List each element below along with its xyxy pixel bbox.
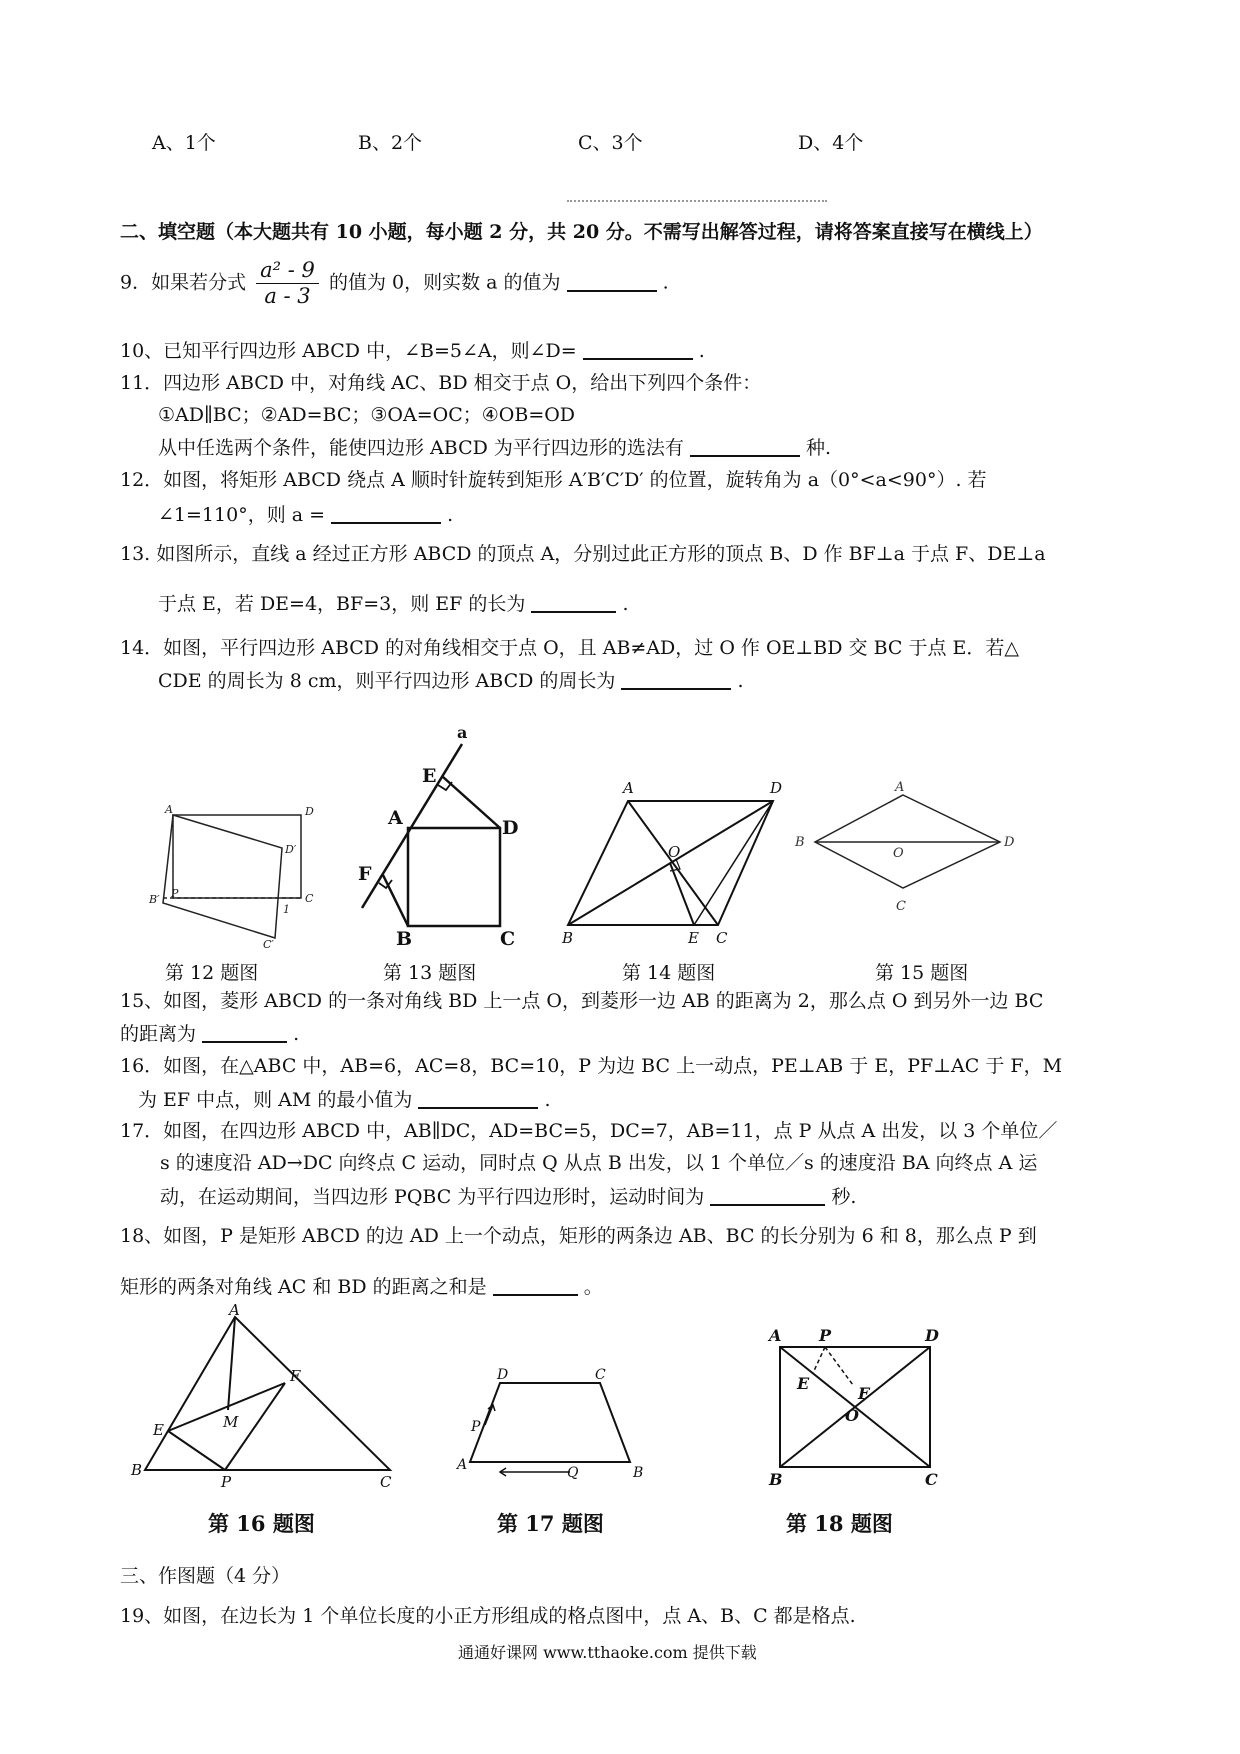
- fig15-label-a: A: [895, 780, 905, 795]
- q12-line2: [158, 503, 453, 527]
- fig16-label-m: M: [223, 1413, 239, 1431]
- fig12-label-1: 1: [283, 903, 290, 916]
- fig18-label-f: F: [858, 1384, 870, 1403]
- fig16-label-a: A: [229, 1301, 240, 1319]
- caption-fig13: 第 13 题图: [383, 962, 477, 984]
- fig13-label-f: F: [358, 863, 372, 885]
- fig13-segment-de: [443, 777, 500, 828]
- question-9: [120, 258, 669, 309]
- fig15-label-d: D: [1004, 835, 1015, 850]
- q14-answer-blank[interactable]: [621, 669, 731, 690]
- fig15-label-b: B: [795, 835, 805, 850]
- fig14-label-a: A: [623, 779, 634, 797]
- figure-18: [765, 1325, 955, 1490]
- q11-answer-blank[interactable]: [690, 436, 800, 457]
- q16-line2: [138, 1088, 551, 1112]
- fig16-segment-pe: [168, 1431, 225, 1470]
- fig13-line-a: [362, 744, 462, 908]
- q10-answer-blank[interactable]: [583, 339, 693, 360]
- fig12-label-d: D: [305, 805, 314, 818]
- q17-end: 秒.: [831, 1186, 857, 1208]
- question-19: 19、如图，在边长为 1 个单位长度的小正方形组成的格点图中，点 A、B、C 都是格点.: [120, 1605, 856, 1627]
- fig17-label-q: Q: [567, 1465, 579, 1481]
- fig18-segment-pf: [825, 1347, 853, 1385]
- q17-answer-blank[interactable]: [710, 1185, 825, 1206]
- figure-17: [455, 1365, 655, 1480]
- q12-answer-blank[interactable]: [331, 503, 441, 524]
- q18-answer-blank[interactable]: [493, 1275, 578, 1296]
- figure-12: [125, 785, 325, 951]
- fig13-label-a: A: [388, 807, 403, 829]
- fig12-label-p: P: [171, 887, 179, 900]
- fig18-label-p: P: [819, 1326, 832, 1345]
- q11-line1: 11．四边形 ABCD 中，对角线 AC、BD 相交于点 O，给出下列四个条件：: [120, 372, 762, 394]
- q14-line2: [158, 669, 744, 693]
- figure-16: [125, 1301, 415, 1491]
- fig14-segment-oe: [670, 863, 694, 925]
- q15-line1: 15、如图，菱形 ABCD 的一条对角线 BD 上一点 O，到菱形一边 AB 的距离为 2，那么点 O 到另外一边 BC: [120, 990, 1044, 1012]
- q14-end: .: [737, 670, 744, 692]
- q18-end: 。: [583, 1276, 603, 1298]
- caption-fig15: 第 15 题图: [875, 962, 969, 984]
- figure-13: [340, 720, 540, 950]
- fig17-label-a: A: [457, 1457, 468, 1473]
- fig15-label-o: O: [893, 846, 904, 861]
- fig13-label-e: E: [422, 765, 437, 787]
- fig13-label-d: D: [502, 817, 519, 839]
- option-c: C、3个: [578, 132, 643, 154]
- fig18-label-c: C: [925, 1470, 938, 1489]
- fig13-label-b: B: [396, 928, 413, 950]
- q16-end: .: [544, 1089, 551, 1111]
- fig16-label-e: E: [153, 1421, 164, 1439]
- caption-fig18: 第 18 题图: [786, 1511, 893, 1536]
- fig17-label-p: P: [471, 1419, 481, 1435]
- fig12-rect-rotated: [163, 815, 282, 938]
- q18-line1: 18、如图，P 是矩形 ABCD 的边 AD 上一个动点，矩形的两条边 AB、BC 的长分别为 6 和 8，那么点 P 到: [120, 1225, 1037, 1247]
- fig13-square: [408, 828, 500, 926]
- q15-answer-blank[interactable]: [202, 1022, 287, 1043]
- fig18-label-e: E: [797, 1374, 810, 1393]
- q13-line2-text: 于点 E，若 DE=4，BF=3，则 EF 的长为: [158, 593, 526, 615]
- q16-line2-text: 为 EF 中点，则 AM 的最小值为: [138, 1089, 413, 1111]
- q11-end: 种.: [805, 437, 832, 459]
- q13-answer-blank[interactable]: [531, 592, 616, 613]
- q10-text: 10、已知平行四边形 ABCD 中，∠B=5∠A，则∠D=: [120, 340, 577, 362]
- fig12-label-c: C: [305, 892, 314, 905]
- q16-line1: 16．如图，在△ABC 中，AB=6，AC=8，BC=10，P 为边 BC 上一动点，PE⊥AB 于 E，PF⊥AC 于 F，M: [120, 1055, 1063, 1077]
- fig15-label-c: C: [896, 899, 906, 914]
- q11-line3-text: 从中任选两个条件，能使四边形 ABCD 为平行四边形的选法有: [158, 437, 684, 459]
- q17-line3-text: 动，在运动期间，当四边形 PQBC 为平行四边形时，运动时间为: [160, 1186, 705, 1208]
- fig13-label-a-line: a: [457, 723, 468, 742]
- fig16-label-b: B: [131, 1461, 143, 1479]
- q15-end: .: [293, 1023, 300, 1045]
- fig18-label-o: O: [845, 1406, 859, 1425]
- figure-15: [790, 775, 1040, 930]
- caption-fig16: 第 16 题图: [208, 1511, 315, 1536]
- q11-line3: [158, 436, 831, 460]
- q14-line2-text: CDE 的周长为 8 cm，则平行四边形 ABCD 的周长为: [158, 670, 616, 692]
- q11-line2: ①AD∥BC；②AD=BC；③OA=OC；④OB=OD: [158, 404, 576, 426]
- section-2-title: 二、填空题（本大题共有 10 小题，每小题 2 分，共 20 分。不需写出解答过程，请将答案直接写在横线上）: [120, 221, 1043, 243]
- q9-pre: 9．如果若分式: [120, 271, 247, 294]
- fig16-triangle-abc: [145, 1317, 390, 1470]
- fig12-label-d-prime: D′: [285, 843, 297, 856]
- fig14-label-e: E: [688, 929, 699, 947]
- question-10: [120, 339, 705, 363]
- fig17-label-c: C: [595, 1367, 606, 1383]
- fig14-label-c: C: [716, 929, 728, 947]
- q13-end: .: [622, 593, 629, 615]
- fig12-label-a: A: [165, 803, 173, 816]
- option-d: D、4个: [798, 132, 864, 154]
- q18-line2: [120, 1275, 603, 1299]
- figure-14: [558, 775, 788, 947]
- q13-line2: [158, 592, 629, 616]
- q12-end: .: [447, 504, 454, 526]
- fig14-label-d: D: [770, 779, 783, 797]
- fig18-segment-pe: [813, 1347, 825, 1373]
- fig18-label-a: A: [769, 1326, 782, 1345]
- q18-line2-text: 矩形的两条对角线 AC 和 BD 的距离之和是: [120, 1276, 487, 1298]
- fig14-segment-de: [694, 801, 773, 925]
- caption-fig17: 第 17 题图: [497, 1511, 604, 1536]
- fig14-label-b: B: [562, 929, 574, 947]
- q12-line2-text: ∠1=110°，则 a =: [158, 504, 326, 526]
- q9-end: .: [662, 271, 669, 294]
- q14-line1: 14．如图，平行四边形 ABCD 的对角线相交于点 O，且 AB≠AD，过 O 作 OE⊥BD 交 BC 于点 E．若△: [120, 637, 1019, 659]
- option-b: B、2个: [358, 132, 423, 154]
- fig13-segment-bf: [383, 875, 408, 926]
- q9-post: 的值为 0，则实数 a 的值为: [328, 271, 561, 294]
- fig17-label-d: D: [497, 1367, 509, 1383]
- fig18-label-b: B: [769, 1470, 783, 1489]
- q13-line1: 13. 如图所示，直线 a 经过正方形 ABCD 的顶点 A，分别过此正方形的顶点 B、D 作 BF⊥a 于点 F、DE⊥a: [120, 543, 1046, 565]
- fig14-label-o: O: [668, 843, 681, 861]
- q12-line1: 12．如图，将矩形 ABCD 绕点 A 顺时针旋转到矩形 A′B′C′D′ 的位置，旋转角为 a（0°<a<90°）. 若: [120, 469, 987, 491]
- fig12-label-b-prime: B′: [149, 893, 160, 906]
- q9-numerator: a² - 9: [256, 258, 319, 284]
- dotted-divider: [567, 200, 827, 202]
- q9-fraction: [256, 258, 319, 309]
- fig16-label-p: P: [221, 1473, 232, 1491]
- q15-line2: [120, 1022, 299, 1046]
- fig17-label-b: B: [633, 1465, 644, 1481]
- q15-line2-text: 的距离为: [120, 1023, 197, 1045]
- page-footer: 通通好课网 www.tthaoke.com 提供下载: [458, 1643, 757, 1662]
- fig12-label-c-prime: C′: [263, 938, 274, 951]
- fig17-trapezoid: [470, 1383, 630, 1462]
- fig18-label-d: D: [925, 1326, 939, 1345]
- q9-denominator: a - 3: [264, 284, 311, 309]
- q17-line3: [160, 1185, 856, 1209]
- fig16-label-c: C: [380, 1473, 392, 1491]
- q9-answer-blank[interactable]: [567, 271, 657, 292]
- q16-answer-blank[interactable]: [418, 1088, 538, 1109]
- q17-line2: s 的速度沿 AD→DC 向终点 C 运动，同时点 Q 从点 B 出发，以 1 个单位／s 的速度沿 BA 向终点 A 运: [160, 1152, 1038, 1174]
- section-3-title: 三、作图题（4 分）: [120, 1565, 291, 1587]
- fig16-segment-am: [228, 1317, 235, 1410]
- q10-end: .: [698, 340, 705, 362]
- caption-fig12: 第 12 题图: [165, 962, 259, 984]
- fig14-diagonal-ac: [628, 801, 718, 925]
- fig13-label-c: C: [500, 928, 516, 950]
- caption-fig14: 第 14 题图: [622, 962, 716, 984]
- option-a: A、1个: [152, 132, 216, 154]
- fig16-label-f: F: [290, 1367, 301, 1385]
- q17-line1: 17．如图，在四边形 ABCD 中，AB∥DC，AD=BC=5，DC=7，AB=11，点 P 从点 A 出发，以 3 个单位／: [120, 1120, 1058, 1142]
